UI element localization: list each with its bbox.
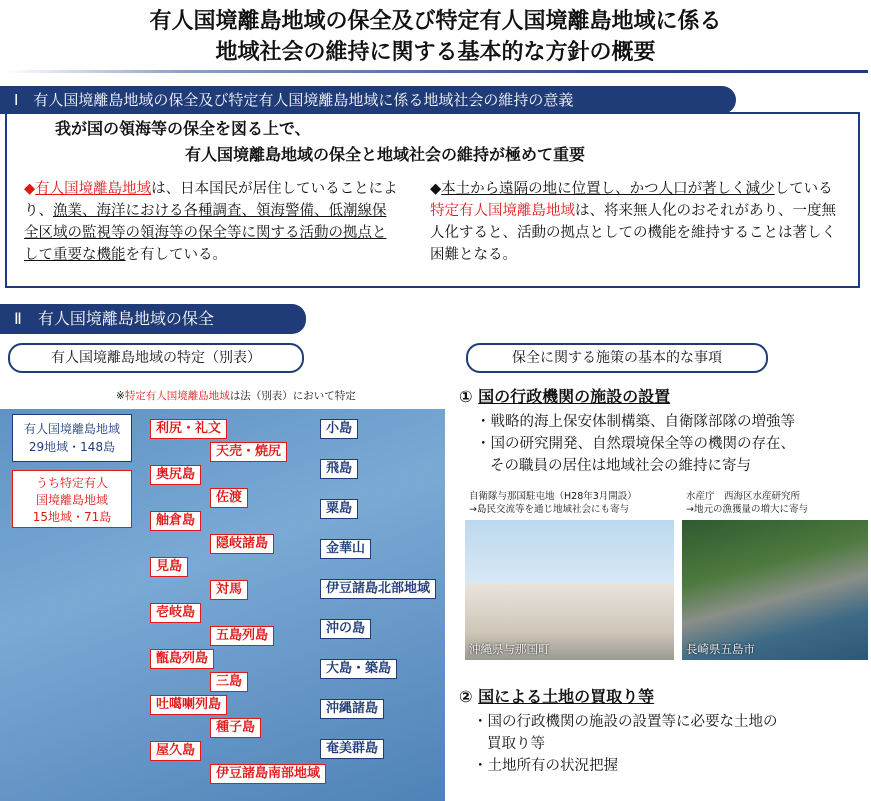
page-title: [0, 6, 871, 68]
map-label: 利尻・礼文: [150, 419, 227, 439]
caption-line: 自衛隊与那国駐屯地（H28年3月開設）: [469, 491, 637, 502]
legend-line: 国境離島地域: [35, 493, 108, 507]
title-line-2: 地域社会の維持に関する基本的な方針の概要: [215, 40, 656, 65]
list-item: ・国の研究開発、自然環境保全等の機関の存在、: [476, 436, 795, 452]
legend-line: 15地域・71島: [32, 510, 112, 524]
caption-line: →地元の漁獲量の増大に寄与: [686, 504, 808, 515]
map-label: 見島: [150, 557, 188, 577]
map-label: 壱岐島: [150, 603, 201, 623]
item-number: ①: [459, 387, 473, 406]
legend-line: うち特定有人: [35, 476, 108, 490]
map-label: 沖縄諸島: [320, 699, 384, 719]
legend-line: 29地域・148島: [28, 440, 116, 454]
photo-caption: [465, 488, 674, 518]
paragraph-text: ることにより、: [24, 181, 398, 219]
underlined-text: 漁業、海洋における各種調査、領海警備、低潮線保全区域の監視等の領海等の保全等に関する活動の拠点として重要な機能: [24, 203, 387, 263]
map-label: 伊豆諸島北部地域: [320, 579, 436, 599]
map-label: 大島・築島: [320, 659, 397, 679]
item-1-heading: [459, 386, 670, 408]
map-label: 天売・焼尻: [210, 442, 287, 462]
right-subheader: 保全に関する施策の基本的な事項: [466, 343, 768, 373]
list-item: ・戦略的海上保安体制構築、自衛隊部隊の増強等: [476, 414, 795, 430]
item-2-list: [473, 711, 868, 777]
map-label: 甑島列島: [150, 649, 214, 669]
map-label: 舳倉島: [150, 511, 201, 531]
map-label: 伊豆諸島南部地域: [210, 764, 326, 784]
underlined-text: 本土から遠隔の地に位置し、かつ人口が著しく減少: [441, 181, 775, 197]
photo-image: [465, 520, 674, 660]
caption-line: →島民交流等を通じ地域社会にも寄与: [469, 504, 629, 515]
map-label: 粟島: [320, 499, 358, 519]
map-label: 屋久島: [150, 741, 201, 761]
list-item: ・土地所有の状況把握: [473, 758, 618, 774]
photo-place-label: 沖縄県与那国町: [469, 642, 550, 656]
item-title: 国の行政機関の施設の設置: [478, 387, 671, 406]
photo-goto: [682, 488, 868, 660]
item-title: 国による土地の買取り等: [478, 687, 655, 706]
note-red-term: 特定有人国境離島地域: [124, 390, 230, 402]
photo-caption: [682, 488, 868, 518]
section-1-headline-2: 有人国境離島地域の保全と地域社会の維持が極めて重要: [185, 145, 586, 164]
paragraph-text: している: [774, 181, 833, 197]
red-term: 有人国境離島地域: [35, 181, 152, 197]
list-item: その職員の居住は地域社会の維持に寄与: [490, 458, 751, 474]
note-mark: ※: [116, 390, 125, 402]
map-label: 奄美群島: [320, 739, 384, 759]
section-2-header: Ⅱ 有人国境離島地域の保全: [0, 304, 306, 334]
map-label: 金華山: [320, 539, 371, 559]
item-number: ②: [459, 687, 473, 706]
left-subheader: 有人国境離島地域の特定（別表）: [8, 343, 304, 373]
map-label: 隠岐諸島: [210, 534, 274, 554]
map-label: 種子島: [210, 718, 261, 738]
map-label: 対馬: [210, 580, 248, 600]
section-1-left-paragraph: [24, 178, 400, 266]
section-1-right-paragraph: [430, 178, 842, 266]
title-line-1: 有人国境離島地域の保全及び特定有人国境離島地域に係る: [149, 9, 722, 34]
section-1-headline-1: 我が国の領海等の保全を図る上で、: [55, 119, 311, 138]
legend-all-islands: [12, 414, 132, 462]
map-label: 小島: [320, 419, 358, 439]
paragraph-text: を有している。: [125, 247, 227, 263]
section-1-header: Ⅰ 有人国境離島地域の保全及び特定有人国境離島地域に係る地域社会の維持の意義: [0, 86, 736, 114]
map-note: [116, 389, 356, 403]
paragraph-text: は、日本国民が居住してい: [151, 181, 326, 197]
legend-specified-islands: [12, 470, 132, 528]
photo-yonaguni: [465, 488, 674, 660]
map-label: 三島: [210, 672, 248, 692]
note-text: は法（別表）において特定: [229, 390, 356, 402]
photo-image: [682, 520, 868, 660]
japan-map: [0, 409, 445, 801]
map-label: 五島列島: [210, 626, 274, 646]
item-2-heading: [459, 686, 654, 708]
bullet-diamond: ◆: [24, 181, 36, 197]
map-label: 沖の島: [320, 619, 371, 639]
list-item: ・国の行政機関の施設の設置等に必要な土地の: [473, 714, 778, 730]
red-term: 特定有人国境離島地域: [430, 203, 575, 219]
bullet-diamond: ◆: [430, 181, 442, 197]
caption-line: 水産庁 西海区水産研究所: [686, 491, 801, 502]
title-divider: [4, 70, 868, 73]
list-item: 買取り等: [487, 736, 545, 752]
map-label: 奥尻島: [150, 465, 201, 485]
photo-place-label: 長崎県五島市: [686, 642, 755, 656]
item-1-list: [476, 411, 871, 477]
map-label: 飛島: [320, 459, 358, 479]
legend-line: 有人国境離島地域: [23, 422, 120, 436]
map-label: 佐渡: [210, 488, 248, 508]
map-label: 吐噶喇列島: [150, 695, 227, 715]
paragraph-text: は、将来無人化のおそれがあり、一度無人化すると、活動の拠点としての機能を維持することは著しく困難となる。: [430, 203, 836, 263]
